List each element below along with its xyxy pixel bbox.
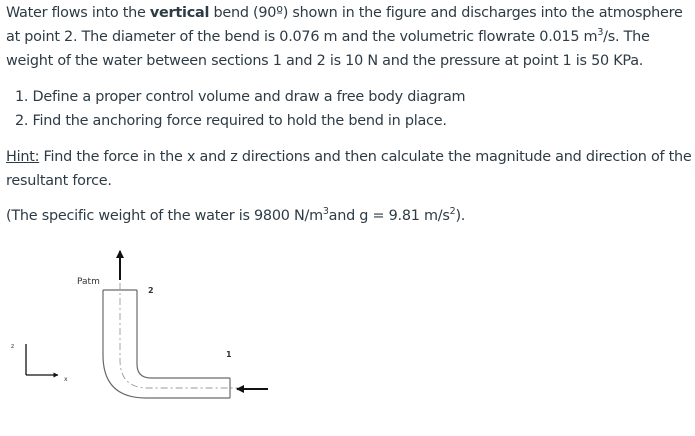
problem-text-part2: bend (90º) shown in the figure and discharges into the atmosphere at point 2. The diameter of the bend is 0.076 m and the volumetric flowrate 0.015 m <box>6 5 683 45</box>
x-axis-label: x <box>64 376 68 383</box>
task-list <box>15 85 465 133</box>
problem-emphasis-vertical: vertical <box>149 5 210 21</box>
problem-text-part3: /s. The weight of the water between sections 1 and 2 is 10 N and the pressure at point 1 is 50 KPa. <box>6 29 650 69</box>
hint-label: Hint: <box>6 149 40 165</box>
hint-paragraph <box>6 145 692 193</box>
point-1-label: 1 <box>226 350 232 359</box>
specific-superscript-1: 3 <box>322 206 329 217</box>
specific-text-part1: (The specific weight of the water is 9800 N/m <box>6 208 323 224</box>
bend-figure <box>0 240 300 410</box>
specific-superscript-2: 2 <box>449 206 456 217</box>
z-axis-label: z <box>11 343 15 350</box>
pipe-inner-wall <box>137 290 230 378</box>
problem-superscript: 3 <box>597 27 604 38</box>
specific-weight-note <box>6 204 692 228</box>
task-item: 2. Find the anchoring force required to hold the bend in place. <box>15 113 447 129</box>
problem-statement <box>6 1 692 73</box>
axes-icon <box>26 344 58 375</box>
specific-text-part2: and g = 9.81 m/s <box>328 208 450 224</box>
pipe-centerline <box>120 283 238 388</box>
problem-text-part1: Water flows into the <box>6 5 150 21</box>
hint-text: Find the force in the x and z directions and then calculate the magnitude and direction of the resultant force. <box>6 149 692 189</box>
specific-text-part3: ). <box>455 208 466 224</box>
pipe-outer-wall <box>103 290 230 398</box>
point-2-label: 2 <box>148 286 154 295</box>
task-item: 1. Define a proper control volume and draw a free body diagram <box>15 89 466 105</box>
patm-label: Patm <box>77 277 100 287</box>
